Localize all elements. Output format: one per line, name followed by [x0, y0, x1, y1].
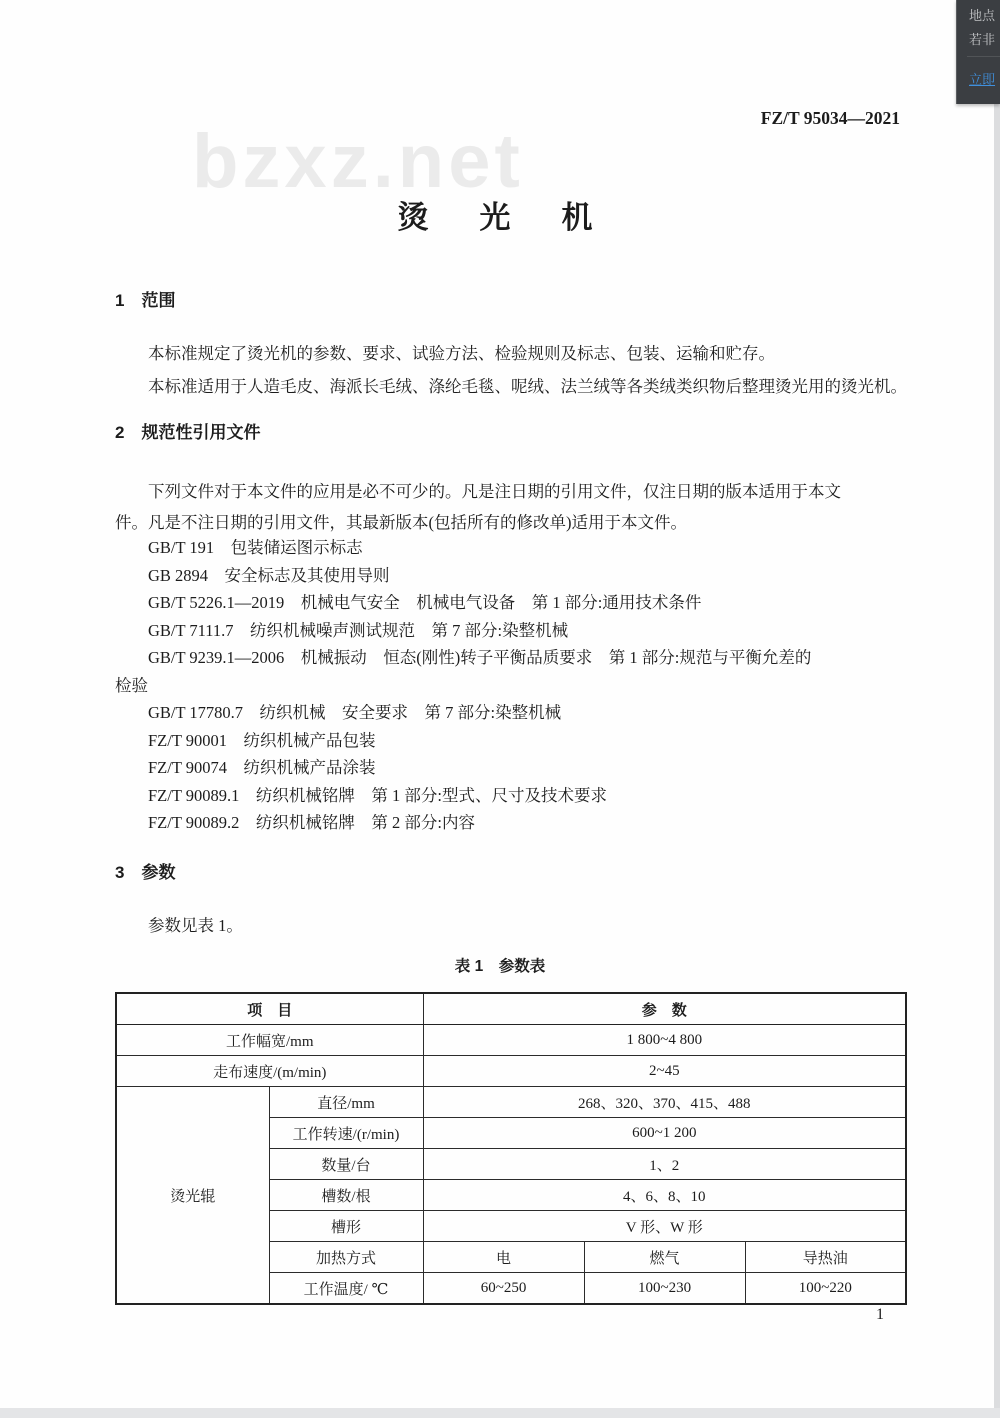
- reference-item: GB/T 9239.1—2006 机械振动 恒态(刚性)转子平衡品质要求 第 1 部分:规范与平衡允差的: [148, 648, 812, 667]
- row-label: 数量/台: [269, 1149, 423, 1180]
- table-row: [116, 1025, 906, 1056]
- section3-paragraph: 参数见表 1。: [148, 916, 243, 935]
- row-label: 加热方式: [269, 1242, 423, 1273]
- reference-item: FZ/T 90074 纺织机械产品涂装: [148, 758, 376, 777]
- reference-item: FZ/T 90001 纺织机械产品包装: [148, 730, 376, 750]
- row-value: 导热油: [745, 1242, 906, 1273]
- row-label: 工作转速/(r/min): [269, 1118, 423, 1149]
- row-value: V 形、W 形: [423, 1211, 906, 1242]
- row-value: 2~45: [423, 1056, 906, 1087]
- popup-text-line: 若非: [969, 32, 996, 47]
- reference-item: GB/T 5226.1—2019 机械电气安全 机械电气设备 第 1 部分:通用技术条件: [148, 593, 702, 612]
- parameter-table: [115, 992, 907, 1305]
- row-value: 100~220: [745, 1273, 906, 1305]
- section2-heading: 2 规范性引用文件: [115, 423, 261, 442]
- bottom-edge-strip: [0, 1408, 1000, 1418]
- reference-item: GB/T 191 包装储运图示标志: [148, 538, 363, 557]
- row-label: 工作幅宽/mm: [116, 1025, 423, 1056]
- row-value: 60~250: [423, 1273, 584, 1305]
- table-row: [116, 1087, 906, 1118]
- table-row: [116, 1056, 906, 1087]
- section2-paragraph-line: 件。凡是不注日期的引用文件，其最新版本(包括所有的修改单)适用于本文件。: [115, 513, 687, 532]
- reference-item: GB 2894 安全标志及其使用导则: [148, 565, 390, 585]
- row-label: 工作温度/ ℃: [269, 1273, 423, 1305]
- row-value: 600~1 200: [423, 1118, 906, 1149]
- reference-item-wrap: 检验: [115, 675, 148, 695]
- col-header-item: 项 目: [116, 993, 423, 1025]
- section2-paragraph-line: 下列文件对于本文件的应用是必不可少的。凡是注日期的引用文件，仅注日期的版本适用于本文: [148, 482, 841, 501]
- row-label: 走布速度/(m/min): [116, 1056, 423, 1087]
- row-value: 268、320、370、415、488: [423, 1087, 906, 1118]
- reference-item: FZ/T 90089.1 纺织机械铭牌 第 1 部分:型式、尺寸及技术要求: [148, 785, 607, 805]
- col-header-param: 参 数: [423, 993, 906, 1025]
- standard-code: FZ/T 95034—2021: [760, 108, 900, 128]
- reference-item: GB/T 7111.7 纺织机械噪声测试规范 第 7 部分:染整机械: [148, 620, 569, 640]
- watermark-text: bzxz.net: [192, 119, 524, 204]
- row-value: 100~230: [584, 1273, 745, 1305]
- table-row: [116, 993, 906, 1025]
- popup-divider: [967, 56, 1000, 57]
- page-title: 烫 光 机: [397, 200, 603, 235]
- row-value: 1、2: [423, 1149, 906, 1180]
- normative-references-list: [115, 534, 812, 837]
- section1-paragraph: 本标准适用于人造毛皮、海派长毛绒、涤纶毛毯、呢绒、法兰绒等各类绒类织物后整理烫光用的烫光机。: [148, 377, 907, 396]
- row-value: 4、6、8、10: [423, 1180, 906, 1211]
- popup-text-line: 地点: [969, 8, 996, 23]
- popup-action-link[interactable]: 立即: [969, 72, 996, 87]
- table-caption: 表 1 参数表: [454, 958, 546, 975]
- row-value: 燃气: [584, 1242, 745, 1273]
- reference-item: FZ/T 90089.2 纺织机械铭牌 第 2 部分:内容: [148, 813, 475, 832]
- group-label: 烫光辊: [116, 1087, 269, 1305]
- section1-heading: 1 范围: [115, 291, 176, 310]
- reference-item: GB/T 17780.7 纺织机械 安全要求 第 7 部分:染整机械: [148, 703, 562, 722]
- row-label: 槽数/根: [269, 1180, 423, 1211]
- row-label: 直径/mm: [269, 1087, 423, 1118]
- row-value: 电: [423, 1242, 584, 1273]
- row-value: 1 800~4 800: [423, 1025, 906, 1056]
- section3-heading: 3 参数: [115, 863, 176, 882]
- row-label: 槽形: [269, 1211, 423, 1242]
- section1-paragraph: 本标准规定了烫光机的参数、要求、试验方法、检验规则及标志、包装、运输和贮存。: [148, 344, 775, 363]
- page-number: 1: [876, 1306, 884, 1323]
- notification-popup: [956, 0, 1000, 104]
